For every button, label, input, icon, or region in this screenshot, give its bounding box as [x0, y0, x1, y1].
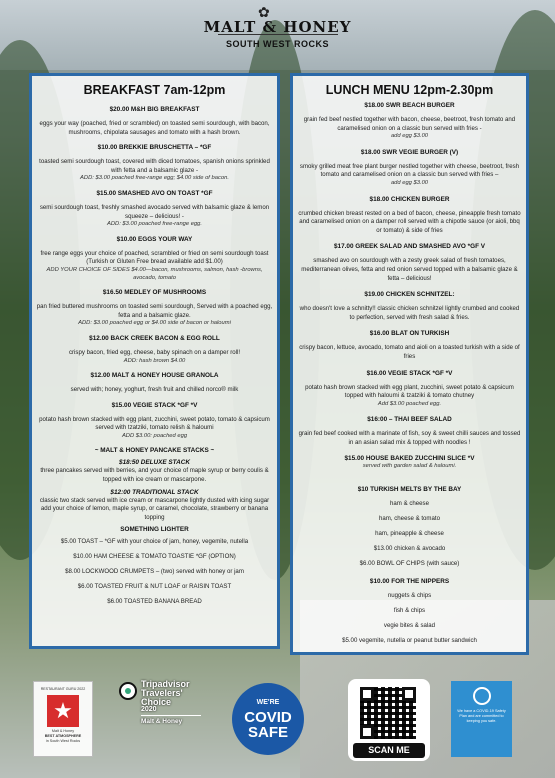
item-note: add egg $3.00 [390, 179, 429, 186]
list-item: ham, pineapple & cheese [375, 530, 444, 538]
list-item: $5.00 vegemite, nutella or peanut butter sandwich [342, 637, 477, 645]
item-desc: smashed avo on sourdough with a zesty greek salad of fresh tomatoes, mediterranean olives, fetta and red onion served topped with a balsamic glaze & fetta – delicious! [301, 257, 518, 282]
item-title: $18.00 SWR BEACH BURGER [364, 102, 455, 109]
qr-finder [402, 687, 416, 701]
item-title: $12.00 BACK CREEK BACON & EGG ROLL [89, 334, 220, 342]
item-title: $18:50 DELUXE STACK [119, 459, 190, 467]
nippers-heading: $10.00 FOR THE NIPPERS [369, 578, 450, 586]
header-logo [0, 0, 555, 68]
covid-line2: SAFE [247, 724, 288, 741]
item-note: ADD: $3.00 poached free-range egg. [106, 221, 203, 228]
award-name: Malt & Honey [51, 728, 75, 733]
item-desc: classic two stack served with ice cream or mascarpone lightly dusted with icing sugar add your choice of lemon, maple syrup, or caramel, chocolate, strawberry or banana topping [39, 496, 270, 521]
menu-item [297, 243, 522, 283]
item-desc: semi sourdough toast, freshly smashed avocado served with balsamic glaze & lemon squeeze – delicious! - [39, 203, 270, 220]
menu-item [36, 144, 273, 183]
item-title: $17.00 GREEK SALAD AND SMASHED AVO *GF V [333, 243, 486, 251]
menu-item [297, 102, 522, 141]
covid-safe-badge [232, 683, 304, 755]
menu-item [36, 335, 273, 365]
item-desc: crispy bacon, fried egg, cheese, baby spinach on a damper roll! [68, 348, 241, 356]
list-item: nuggets & chips [387, 592, 432, 600]
scan-me-label: SCAN ME [353, 743, 425, 758]
menu-item [297, 196, 522, 236]
menu-item [297, 416, 522, 447]
item-title: $12.00 MALT & HONEY HOUSE GRANOLA [90, 372, 219, 380]
list-item: $6.00 TOASTED BANANA BREAD [107, 598, 202, 606]
item-title: $16.50 MEDLEY OF MUSHROOMS [102, 289, 207, 297]
menu-item [36, 106, 273, 137]
list-item: vegie bites & salad [383, 622, 436, 630]
qr-finder [360, 687, 374, 701]
item-title: $15.00 VEGIE STACK *GF *V [111, 401, 198, 409]
melts-heading: $10 TURKISH MELTS BY THE BAY [357, 486, 462, 494]
tripadvisor-owl-icon [119, 682, 137, 700]
award-location: in South West Rocks [45, 738, 81, 743]
item-title: $16.00 BLAT ON TURKISH [369, 330, 450, 338]
covid-top: WE'RE [256, 699, 280, 706]
list-item: $6.00 BOWL OF CHIPS (with sauce) [359, 560, 460, 568]
item-desc: potato hash brown stacked with egg plant, zucchini, sweet potato & capsicum topped with haloumi & tzatziki & tomato chutney [305, 383, 514, 400]
item-desc: crumbed chicken breast rested on a bed of bacon, cheese, pineapple fresh tomato and caramelised onion on a damper roll served with a chipotle sauce (or aioli, bbq or tomato) & side of fries [298, 209, 521, 234]
menu-item [297, 330, 522, 361]
item-desc: who doesn't love a schnitty!! classic chicken schnitzel lightly crumbed and cooked to perfection, served with fresh salad & fries. [299, 305, 520, 321]
pancake-section [36, 447, 273, 522]
list-item: $8.00 LOCKWOOD CRUMPETS – (two) served with honey or jam [65, 568, 244, 576]
brand-location: SOUTH WEST ROCKS [225, 39, 329, 49]
item-title: $16.00 VEGIE STACK *GF *V [366, 369, 453, 377]
item-note: ADD $3.00: poached egg [121, 432, 188, 439]
menu-item [297, 149, 522, 188]
covid-safety-plan-badge [451, 681, 512, 757]
tripadvisor-line1: Tripadvisor [141, 679, 190, 689]
award-top: RESTAURANT GURU 2022 [40, 687, 86, 691]
list-item: ham, cheese & tomato [379, 515, 440, 523]
item-title: $12:00 TRADITIONAL STACK [110, 488, 199, 496]
item-desc: three pancakes served with berries, and your choice of maple syrup or berry coulis & topped with ice cream or mascarpone. [40, 467, 269, 484]
item-title: $18.00 CHICKEN BURGER [369, 195, 450, 203]
item-note: ADD: $3.00 poached egg or $4.00 side of bacon or haloumi [78, 320, 231, 327]
lunch-menu [290, 73, 529, 655]
list-item: fish & chips [393, 607, 426, 615]
item-desc: grain fed beef cooked with a marinate of fish, soy & sweet chilli sauces and tossed in an asian salad mix & topped with noodles ! [298, 430, 521, 446]
item-note: ADD YOUR CHOICE OF SIDES $4.00—bacon, mushrooms, salmon, hash -browns, avocado, tomato [46, 266, 263, 281]
nippers-section [297, 575, 522, 648]
list-item: $5.00 TOAST – *GF with your choice of jam, honey, vegemite, nutella [60, 538, 249, 546]
qr-code[interactable] [348, 679, 430, 761]
tripadvisor-line2: Travelers' [141, 688, 183, 698]
award-category: BEST ATMOSPHERE [44, 733, 82, 738]
item-desc: smoky grilled meat free plant burger nestled together with cheese, beetroot, fresh tomato and caramelised onion on a classic bun served with fries – [299, 162, 520, 179]
list-item: $13.00 chicken & avocado [373, 545, 446, 553]
item-desc: eggs your way (poached, fried or scrambled) on toasted semi sourdough, with bacon, mushrooms, chipolata sausages and tomato with a hash brown. [39, 120, 270, 136]
bee-icon: ✿ [258, 4, 270, 20]
item-desc: served with; honey, yoghurt, fresh fruit and chilled norco® milk [70, 386, 239, 394]
item-desc: grain fed beef nestled together with bacon, cheese, beetroot, fresh tomato and caramelised onion on a classic bun served with fries - [303, 116, 516, 132]
item-title: $10.00 EGGS YOUR WAY [116, 235, 193, 243]
covid-line1: COVID [244, 709, 292, 726]
lighter-section [36, 526, 273, 609]
star-icon: ★ [47, 695, 79, 727]
tripadvisor-text [141, 680, 190, 707]
qr-finder [360, 725, 374, 739]
list-item: $10.00 HAM CHEESE & TOMATO TOASTIE *GF (OPTION) [73, 553, 236, 561]
lunch-title: LUNCH MENU 12pm-2.30pm [325, 83, 494, 97]
item-desc: pan fried buttered mushrooms on toasted semi sourdough, Served with a poached egg, fetta and a balsamic glaze. [36, 303, 273, 319]
logo-divider [218, 34, 338, 37]
menu-item [36, 236, 273, 282]
item-title: $20.00 M&H BIG BREAKFAST [109, 106, 200, 113]
item-note: ADD: hash brown $4.00 [123, 357, 186, 364]
menu-item [36, 190, 273, 229]
item-title: $19.00 CHICKEN SCHNITZEL: [364, 291, 455, 299]
tripadvisor-rule [141, 715, 201, 716]
people-icon [473, 687, 491, 705]
menu-item [297, 370, 522, 409]
lighter-heading: SOMETHING LIGHTER [120, 526, 189, 534]
melts-section [297, 483, 522, 571]
tripadvisor-badge [113, 678, 213, 756]
item-note: ADD: $3.00 poached free-range egg; $4.00 side of bacon. [80, 175, 229, 182]
menu-item [297, 455, 522, 471]
item-title: $15.00 SMASHED AVO ON TOAST *GF [96, 189, 213, 197]
list-item: $6.00 TOASTED FRUIT & NUT LOAF or RAISIN TOAST [77, 583, 232, 591]
item-desc: free range eggs your choice of poached, scrambled or fried on semi sourdough toast (Turkish or Gluten Free bread available add $1.00) [40, 249, 269, 266]
menu-item [36, 372, 273, 395]
breakfast-menu [29, 73, 280, 649]
item-desc: crispy bacon, lettuce, avocado, tomato and aioli on a toasted turkish with a side of fries [299, 344, 520, 360]
safety-text: We have a COVID-19 Safety Plan and are committed to keeping you safe. [457, 709, 506, 723]
menu-item [36, 402, 273, 441]
restaurant-guru-award [33, 681, 93, 757]
list-item: ham & cheese [390, 500, 429, 508]
pancake-heading: ~ MALT & HONEY PANCAKE STACKS ~ [94, 447, 215, 455]
item-note: add egg $3.00 [390, 133, 429, 140]
tripadvisor-name: Malt & Honey [141, 718, 183, 725]
tripadvisor-line3: Choice [141, 697, 172, 707]
covid-text [232, 710, 304, 740]
item-title: $18.00 SWR VEGIE BURGER (V) [360, 148, 459, 156]
item-desc: potato hash brown stacked with egg plant, zucchini, sweet potato, tomato & capsicum served with tzatziki, tomato relish & haloumi [39, 415, 270, 432]
brand-name: MALT & HONEY [203, 18, 352, 36]
item-title: $10.00 BREKKIE BRUSCHETTA – *GF [97, 144, 212, 152]
menu-item [36, 289, 273, 328]
item-note: served with garden salad & haloumi. [362, 463, 457, 470]
breakfast-title: BREAKFAST 7am-12pm [83, 83, 226, 97]
tripadvisor-year: 2020 [141, 706, 157, 713]
item-desc: toasted semi sourdough toast, covered with diced tomatoes, spanish onions sprinkled with fetta and a balsamic glaze - [39, 158, 270, 174]
item-title: $15.00 HOUSE BAKED ZUCCHINI SLICE *V [344, 455, 475, 463]
item-title: $16:00 – THAI BEEF SALAD [367, 416, 452, 424]
item-note: Add $3.00 poached egg. [377, 400, 442, 407]
menu-item [297, 291, 522, 322]
